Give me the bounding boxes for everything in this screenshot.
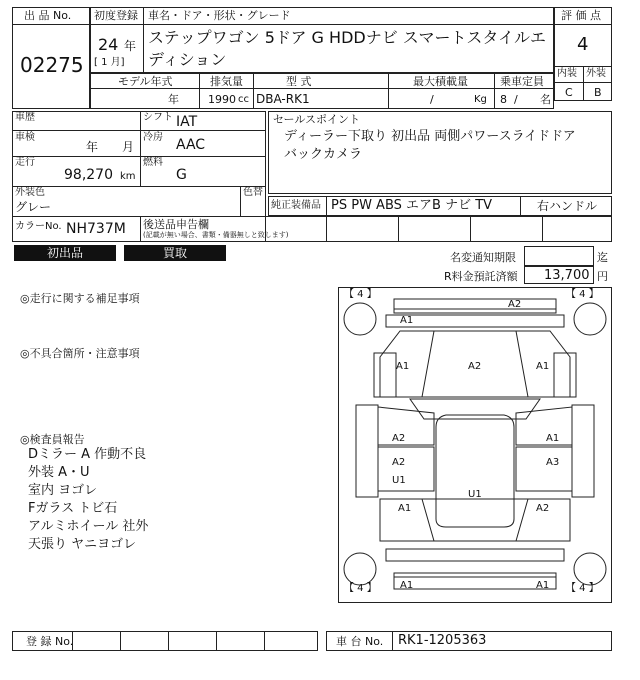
lot-number: 02275 [20,53,84,77]
mark-rear-right: A2 [536,503,550,514]
inspection-label: 車検 [15,132,35,143]
mileage-unit: km [120,171,136,182]
first-reg-label: 初度登録 [94,9,138,22]
vehicle-name-line1: ステップワゴン 5ドア G HDDナビ スマートスタイルエ [148,28,546,47]
chassis-number-label: 車 台 No. [336,635,384,648]
corner-label: 【 4 】 [344,289,377,300]
sales-points-label: セールスポイント [273,113,361,126]
model-year-unit: 年 [168,93,179,106]
chassis-number-value: RK1-1205363 [398,633,487,648]
name-change-unit: 迄 [597,251,608,264]
type-label: 型 式 [286,75,312,88]
sales-points-line2: バックカメラ [284,147,363,162]
type-value: DBA-RK1 [256,92,310,106]
sales-points-line1: ディーラー下取り 初出品 両側パワースライドドア [284,129,576,144]
inspector-item: 天張り ヤニヨゴレ [28,537,137,552]
displacement-label: 排気量 [210,75,243,88]
model-year-label: モデル年式 [118,75,173,88]
inspector-item: Dミラー A 作動不良 [28,447,147,462]
ac-label: 冷房 [143,132,163,143]
capacity-unit: 名 [540,93,551,106]
recycle-amount: 13,700 [544,268,590,283]
max-load-sep: / [430,93,434,106]
name-change-label: 名変通知期限 [450,251,516,264]
driving-remarks-title: ◎走行に関する補足事項 [20,292,140,305]
mark-left-rear-door-a2: A2 [392,457,406,468]
mark-rear-left: A1 [398,503,412,514]
capacity-label: 乗車定員 [500,75,544,88]
steering-value: 右ハンドル [537,199,598,213]
fuel-label: 燃料 [143,157,163,168]
registration-number-label: 登 録 No. [26,635,74,648]
exterior-color-label: 外装色 [15,187,45,198]
corner-label: 【 4 】 [344,583,377,594]
inspection-month-unit: 月 [122,140,135,154]
displacement-value: 1990 [208,93,236,106]
shift-label: シフト [143,112,173,123]
mark-right-front-door: A1 [546,433,560,444]
exterior-grade: B [594,86,602,99]
lot-label: 出 品 No. [24,9,72,22]
color-no-label: カラーNo. [15,221,62,232]
purchase-badge: 買取 [124,245,226,261]
mark-left-front-door: A2 [392,433,406,444]
ac-value: AAC [176,137,206,153]
name-label: 車名・ドア・形状・グレード [148,9,291,22]
max-load-unit: Kg [474,94,487,105]
post-shipping-label: 後送品申告欄 [143,218,209,231]
car-damage-diagram [338,287,612,603]
exterior-label: 外装 [586,68,606,79]
color-no-value: NH737M [66,221,126,237]
score-value: 4 [577,34,589,55]
inspector-item: 室内 ヨゴレ [28,483,98,498]
mileage-value: 98,270 [64,167,113,183]
inspector-item: Fガラス トビ石 [28,501,118,516]
inspector-item: 外装 A・U [28,465,90,480]
fuel-value: G [176,167,187,183]
displacement-unit: cc [238,94,249,105]
score-label: 評 価 点 [561,9,601,22]
mark-bottom-left: A1 [400,580,414,591]
max-load-label: 最大積載量 [413,75,468,88]
color-change-label: 色替 [243,187,263,198]
equipment-value: PS PW ABS エアB ナビ TV [331,198,493,213]
first-reg-year: 24 [98,35,119,54]
inspector-title: ◎検査員報告 [20,433,85,446]
defects-title: ◎不具合箇所・注意事項 [20,347,140,360]
mark-hood-right-a1: A1 [536,361,550,372]
mark-hood-left-a1: A1 [396,361,410,372]
shift-value: IAT [176,114,198,130]
inspection-year-unit: 年 [86,140,99,154]
mark-right-rear-door: A3 [546,457,560,468]
history-label: 車歴 [15,112,35,123]
corner-label: 【 4 】 [566,289,599,300]
mark-top-a1: A1 [400,315,414,326]
vehicle-name-line2: ディション [148,50,227,69]
capacity-sep: / [514,93,518,106]
mark-hood-center-a2: A2 [468,361,482,372]
mark-roof: U1 [468,489,482,500]
mileage-label: 走行 [15,157,35,168]
inspector-item: アルミホイール 社外 [28,519,149,534]
mark-left-rear-door-u1: U1 [392,475,406,486]
interior-grade: C [565,86,573,99]
first-reg-month: [ 1 月] [94,57,125,68]
exterior-color-value: グレー [15,200,52,214]
post-shipping-note: (記載が無い場合、書類・備器無しと致します) [143,231,289,239]
name-change-value-box [524,246,594,266]
recycle-unit: 円 [597,270,608,283]
first-listing-badge: 初出品 [14,245,116,261]
interior-label: 内装 [557,68,577,79]
capacity-value: 8 [500,93,507,106]
corner-label: 【 4 】 [566,583,599,594]
mark-top-a2: A2 [508,299,522,310]
recycle-label: R料金預託済額 [444,270,518,283]
equipment-label: 純正装備品 [271,200,321,211]
mark-bottom-right: A1 [536,580,550,591]
first-reg-year-unit: 年 [124,39,137,53]
